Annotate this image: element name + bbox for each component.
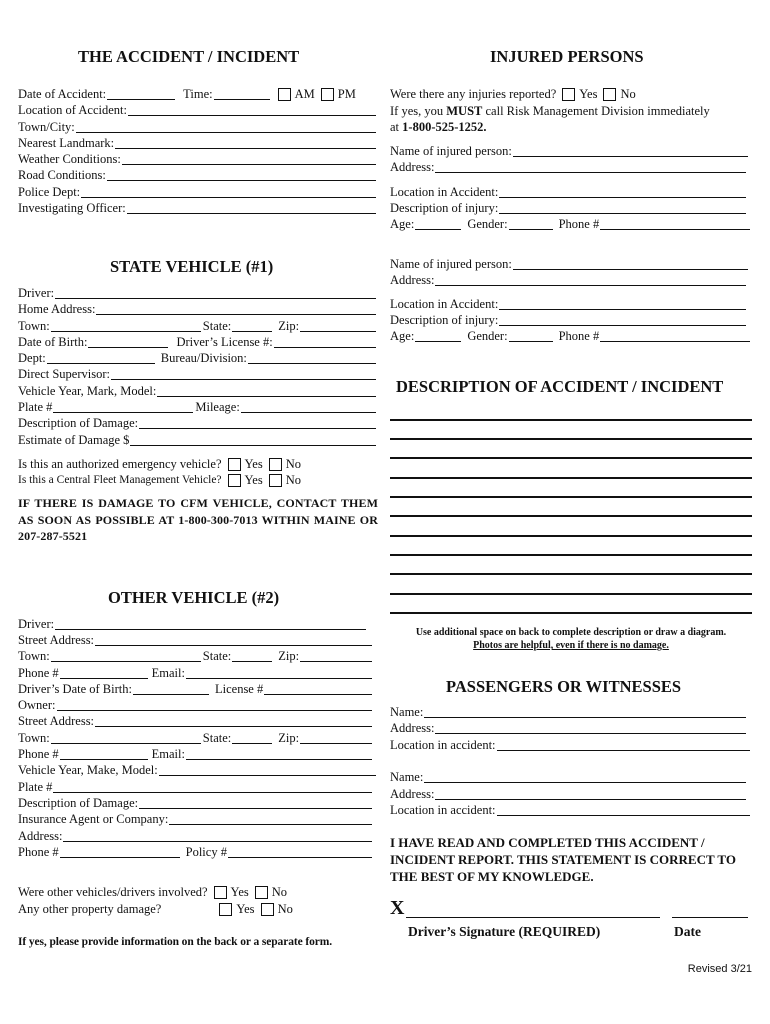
signature-date-label: Date [674,924,701,939]
ov-phone2-label: Phone # [18,747,59,761]
sv-town-row [18,318,378,334]
ov-insurance-label: Insurance Agent or Company: [18,812,169,826]
sv-plate-field[interactable] [53,400,193,413]
sv-mileage-field[interactable] [241,400,376,413]
injured2-name-field[interactable] [513,257,748,270]
ov-email2-label: Email: [151,747,185,761]
ov-dob-field[interactable] [133,682,209,695]
ov-owner-row [18,697,378,713]
cfm-warning: IF THERE IS DAMAGE TO CFM VEHICLE, CONTACT THEM AS SOON AS POSSIBLE AT 1-800-300-7013 WITHIN MAINE OR 207-287-5521 [18,496,378,543]
sv-supervisor-label: Direct Supervisor: [18,367,110,381]
ov-email2-field[interactable] [186,747,372,760]
am-label: AM [294,87,315,101]
officer-label: Investigating Officer: [18,201,126,215]
sv-state-field[interactable] [232,319,272,332]
sv-dept-row [18,350,378,366]
police-row [18,184,378,200]
witness2-location-field[interactable] [497,803,750,816]
description-heading: DESCRIPTION OF ACCIDENT / INCIDENT [396,377,724,396]
sv-damage-row [18,415,378,431]
sv-driver-label: Driver: [18,286,55,300]
sv-plate-label: Plate # [18,400,53,414]
description-line-6[interactable] [390,515,752,517]
sv-fleet-no-checkbox[interactable] [269,474,282,487]
sv-mileage-label: Mileage: [195,400,240,414]
injured2-address-row [390,272,752,288]
witness1-name-field[interactable] [424,705,746,718]
injured1-address-row [390,159,752,175]
ov-property-no-label: No [277,902,293,916]
witness2-address-field[interactable] [435,787,746,800]
sv-bureau-label: Bureau/Division: [160,351,247,365]
ov-phone-row [18,665,378,681]
sv-dob-label: Date of Birth: [18,335,88,349]
description-note-2-text: Photos are helpful, even if there is no damage. [473,640,669,651]
witness1-location-field[interactable] [497,738,750,751]
sv-town-field[interactable] [51,319,201,332]
sv-dept-label: Dept: [18,351,46,365]
description-line-2[interactable] [390,438,752,440]
ov-phone3-field[interactable] [60,845,180,858]
ov-other-vehicles-yes-checkbox[interactable] [214,886,227,899]
ov-zip-label: Zip: [278,649,300,663]
sv-emergency-row [18,456,378,472]
ov-vehicle-row [18,762,378,778]
sv-license-label: Driver’s License #: [176,335,273,349]
description-line-9[interactable] [390,573,752,575]
witness1-name-row [390,704,752,720]
witness1-address-row [390,720,752,736]
ov-other-vehicles-question: Were other vehicles/drivers involved? [18,885,208,899]
injured1-name-field[interactable] [513,144,748,157]
ov-property-question: Any other property damage? [18,902,162,916]
witness2-location-row [390,802,752,818]
ov-phone3-label: Phone # [18,845,59,859]
ov-phone3-row [18,844,378,860]
sv-home-address-row [18,301,378,317]
injury-question: Were there any injuries reported? [390,87,557,101]
town-row [18,119,378,135]
sv-supervisor-row [18,366,378,382]
injured2-name-row [390,256,752,272]
ov-property-yes-label: Yes [236,902,255,916]
town-field[interactable] [76,120,376,133]
witness2-address-label: Address: [390,787,435,801]
weather-field[interactable] [122,152,376,165]
sv-emergency-question: Is this an authorized emergency vehicle? [18,457,222,471]
injured2-gender-field[interactable] [509,329,553,342]
injured2-address-label: Address: [390,273,435,287]
sv-plate-row [18,399,378,415]
sv-fleet-yes-label: Yes [244,473,263,487]
ov-license-field[interactable] [264,682,372,695]
sv-fleet-yes-checkbox[interactable] [228,474,241,487]
state-vehicle-heading: STATE VEHICLE (#1) [110,257,274,276]
injured1-desc-row [390,200,752,216]
ov-street-label: Street Address: [18,633,95,647]
description-line-5[interactable] [390,496,752,498]
ov-town2-row [18,730,378,746]
injured1-phone-label: Phone # [558,217,600,231]
injured2-age-label: Age: [390,329,415,343]
sv-vehicle-label: Vehicle Year, Mark, Model: [18,384,157,398]
ov-phone2-row [18,746,378,762]
ov-driver-row [18,616,378,632]
sv-dept-field[interactable] [47,351,155,364]
ov-vehicle-field[interactable] [159,763,376,776]
injured2-location-field[interactable] [499,297,746,310]
sv-town-label: Town: [18,319,50,333]
description-line-1[interactable] [390,419,752,421]
ov-town2-label: Town: [18,731,50,745]
ov-address-row [18,828,378,844]
ov-town-label: Town: [18,649,50,663]
ov-street2-label: Street Address: [18,714,95,728]
ov-property-row [18,901,378,917]
injured-heading: INJURED PERSONS [490,47,644,66]
road-label: Road Conditions: [18,168,106,182]
injured2-gender-label: Gender: [467,329,508,343]
sv-zip-label: Zip: [278,319,300,333]
sv-emergency-no-checkbox[interactable] [269,458,282,471]
injured1-gender-field[interactable] [509,217,553,230]
weather-label: Weather Conditions: [18,152,121,166]
landmark-row [18,135,378,151]
town-label: Town/City: [18,120,75,134]
police-label: Police Dept: [18,185,81,199]
ov-owner-field[interactable] [57,698,373,711]
injured2-address-field[interactable] [435,273,746,286]
injured2-phone-field[interactable] [600,329,750,342]
injured2-age-field[interactable] [415,329,461,342]
witness1-location-label: Location in accident: [390,738,496,752]
ov-property-no-checkbox[interactable] [261,903,274,916]
ov-dob-row [18,681,378,697]
sv-driver-field[interactable] [55,286,376,299]
sv-vehicle-field[interactable] [157,384,376,397]
ov-state2-field[interactable] [232,731,272,744]
witness2-name-field[interactable] [424,770,746,783]
road-row [18,167,378,183]
ov-street2-row [18,713,378,729]
accident-date-row [18,86,378,102]
injured1-gender-label: Gender: [467,217,508,231]
sv-dob-row [18,334,378,350]
ov-phone-field[interactable] [60,666,148,679]
witness1-address-label: Address: [390,721,435,735]
witness2-address-row [390,786,752,802]
officer-row [18,200,378,216]
sv-vehicle-row [18,383,378,399]
ov-street-row [18,632,378,648]
ov-state2-label: State: [202,731,232,745]
injured2-desc-label: Description of injury: [390,313,499,327]
time-field[interactable] [214,87,270,100]
description-line-3[interactable] [390,457,752,459]
ov-damage-label: Description of Damage: [18,796,139,810]
ov-property-yes-checkbox[interactable] [219,903,232,916]
sv-supervisor-field[interactable] [111,367,376,380]
ov-street-field[interactable] [95,633,372,646]
description-line-4[interactable] [390,477,752,479]
ov-state-field[interactable] [232,649,272,662]
ov-town2-field[interactable] [51,731,201,744]
sv-zip-field[interactable] [300,319,376,332]
injury-instruction-1: If yes, you [390,104,447,118]
sv-driver-row [18,285,378,301]
description-line-7[interactable] [390,535,752,537]
injured1-age-row [390,216,752,232]
signature-date-field[interactable] [672,917,748,918]
ov-phone2-field[interactable] [60,747,148,760]
injury-instruction-3: at [390,120,403,134]
ov-email-label: Email: [151,666,185,680]
sv-estimate-field[interactable] [130,433,376,446]
landmark-field[interactable] [115,136,376,149]
injury-instruction-must: MUST [446,104,483,118]
description-line-10[interactable] [390,593,752,595]
description-note-1: Use additional space on back to complete description or draw a diagram. [415,627,727,638]
ov-insurance-field[interactable] [169,812,372,825]
injured1-location-field[interactable] [499,185,746,198]
sv-emergency-yes-checkbox[interactable] [228,458,241,471]
injured1-location-label: Location in Accident: [390,185,499,199]
signature-field[interactable] [406,917,660,918]
sv-estimate-row [18,432,378,448]
ov-other-vehicles-row [18,884,378,900]
ov-plate-field[interactable] [53,780,372,793]
injured2-location-label: Location in Accident: [390,297,499,311]
sv-fleet-no-label: No [285,473,302,487]
ov-insurance-row [18,811,378,827]
ov-email-field[interactable] [186,666,372,679]
injured1-age-label: Age: [390,217,415,231]
date-label: Date of Accident: [18,87,107,101]
pm-checkbox[interactable] [321,88,334,101]
injury-instruction-2: call Risk Management Division immediately [482,104,710,118]
ov-license-label: License # [214,682,264,696]
injured1-desc-label: Description of injury: [390,201,499,215]
certification-statement: I HAVE READ AND COMPLETED THIS ACCIDENT / INCIDENT REPORT. THIS STATEMENT IS CORRECT TO THE BEST OF MY KNOWLEDGE. [390,835,736,884]
ov-other-vehicles-no-checkbox[interactable] [255,886,268,899]
other-vehicle-heading: OTHER VEHICLE (#2) [108,588,280,607]
ov-other-vehicles-yes-label: Yes [230,885,249,899]
injury-yes-checkbox[interactable] [562,88,575,101]
ov-state-label: State: [202,649,232,663]
ov-plate-row [18,779,378,795]
sv-bureau-field[interactable] [248,351,376,364]
passengers-heading: PASSENGERS OR WITNESSES [446,677,682,696]
ov-town-row [18,648,378,664]
witness1-name-label: Name: [390,705,424,719]
description-line-8[interactable] [390,554,752,556]
pm-label: PM [337,87,356,101]
injured2-name-label: Name of injured person: [390,257,512,271]
officer-field[interactable] [127,201,376,214]
injured2-phone-label: Phone # [558,329,600,343]
injured1-name-row [390,143,752,159]
sv-fleet-row [18,472,378,488]
injured2-age-row [390,328,752,344]
injured1-age-field[interactable] [415,217,461,230]
ov-driver-label: Driver: [18,617,55,631]
injured2-location-row [390,296,752,312]
ov-owner-label: Owner: [18,698,56,712]
ov-zip2-field[interactable] [300,731,372,744]
signature-x-mark: X [390,897,405,919]
injury-no-checkbox[interactable] [603,88,616,101]
ov-policy-label: Policy # [185,845,227,859]
ov-dob-label: Driver’s Date of Birth: [18,682,132,696]
sv-home-address-field[interactable] [96,302,376,315]
witness1-address-field[interactable] [435,721,746,734]
ov-phone-label: Phone # [18,666,59,680]
injury-question-row [390,86,752,102]
ov-other-vehicles-no-label: No [271,885,288,899]
sv-emergency-yes-label: Yes [244,457,263,471]
ov-plate-label: Plate # [18,780,53,794]
ov-town-field[interactable] [51,649,201,662]
injured1-address-label: Address: [390,160,435,174]
injury-instruction [390,103,752,135]
witness1-location-row [390,737,752,753]
description-note-2 [390,639,752,652]
sv-state-label: State: [202,319,232,333]
injured1-location-row [390,184,752,200]
weather-row [18,151,378,167]
sv-damage-field[interactable] [139,416,376,429]
police-field[interactable] [81,185,376,198]
sv-emergency-no-label: No [285,457,301,471]
accident-heading: THE ACCIDENT / INCIDENT [78,47,300,66]
ov-note: If yes, please provide information on the back or a separate form. [18,936,332,948]
injured1-phone-field[interactable] [600,217,750,230]
landmark-label: Nearest Landmark: [18,136,115,150]
ov-zip2-label: Zip: [278,731,300,745]
injury-yes-label: Yes [579,87,598,101]
location-label: Location of Accident: [18,103,127,117]
ov-damage-row [18,795,378,811]
date-field[interactable] [107,87,175,100]
sv-license-field[interactable] [274,335,376,348]
ov-damage-field[interactable] [139,796,372,809]
location-field[interactable] [128,103,376,116]
injured2-desc-row [390,312,752,328]
am-checkbox[interactable] [278,88,291,101]
revision-label: Revised 3/21 [687,963,752,975]
ov-street2-field[interactable] [95,714,372,727]
witness2-name-label: Name: [390,770,424,784]
injured1-name-label: Name of injured person: [390,144,512,158]
time-label: Time: [183,87,213,101]
risk-management-phone: 1-800-525-1252. [402,120,487,134]
injured2-desc-field[interactable] [499,313,746,326]
sv-fleet-question: Is this a Central Fleet Management Vehicle? [18,474,222,486]
description-note [390,626,752,652]
witness2-location-label: Location in accident: [390,803,496,817]
ov-vehicle-label: Vehicle Year, Make, Model: [18,763,158,777]
sv-estimate-label: Estimate of Damage $ [18,433,130,447]
injury-no-label: No [620,87,636,101]
ov-policy-field[interactable] [228,845,372,858]
description-line-11[interactable] [390,612,752,614]
sv-damage-label: Description of Damage: [18,416,139,430]
witness2-name-row [390,769,752,785]
ov-zip-field[interactable] [300,649,372,662]
road-field[interactable] [107,168,376,181]
injured1-desc-field[interactable] [499,201,746,214]
ov-address-label: Address: [18,829,63,843]
location-row [18,102,378,118]
ov-address-field[interactable] [63,829,372,842]
injured1-address-field[interactable] [435,160,746,173]
ov-driver-field[interactable] [55,617,366,630]
signature-label: Driver’s Signature (REQUIRED) [408,924,601,939]
sv-home-address-label: Home Address: [18,302,96,316]
sv-dob-field[interactable] [88,335,168,348]
